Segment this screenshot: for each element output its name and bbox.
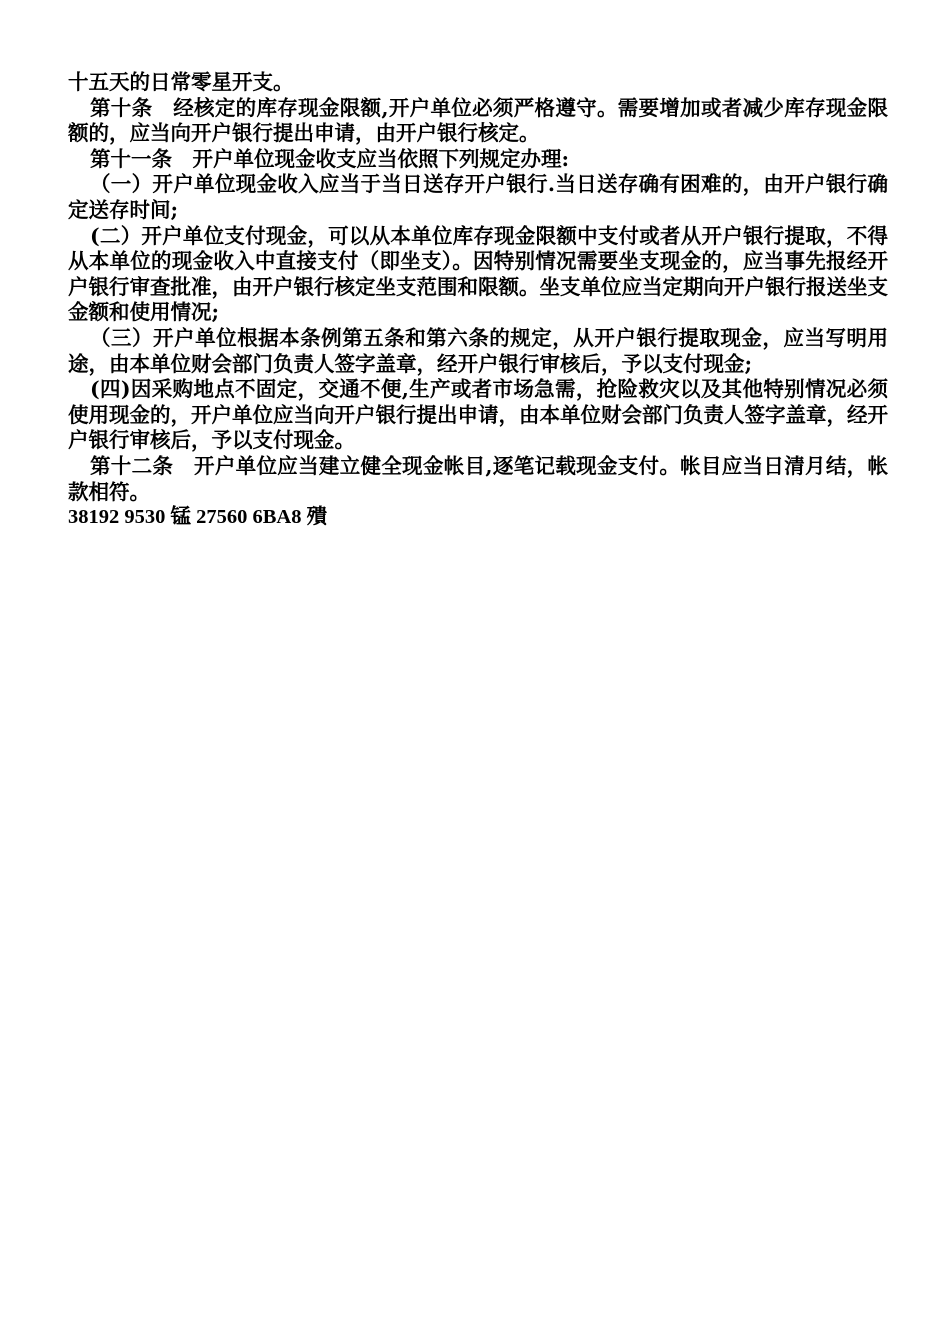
article-11-item-1: （一）开户单位现金收入应当于当日送存开户银行.当日送存确有困难的，由开户银行确定送存时间; xyxy=(68,172,888,222)
article-11-item-3: （三）开户单位根据本条例第五条和第六条的规定，从开户银行提取现金，应当写明用途，由本单位财会部门负责人签字盖章，经开户银行审核后，予以支付现金; xyxy=(68,325,888,376)
article-11-item-2: (二）开户单位支付现金，可以从本单位库存现金限额中支付或者从开户银行提取，不得从本单位的现金收入中直接支付（即坐支）。因特别情况需要坐支现金的，应当事先报经开户银行审查批准，由开户银行核定坐支范围和限额。坐支单位应当定期向开户银行报送坐支金额和使用情况; xyxy=(68,223,888,325)
article-11-heading: 第十一条 开户单位现金收支应当依照下列规定办理: xyxy=(90,146,570,171)
document-page xyxy=(68,70,888,531)
footer-code: 38192 9530 锰 27560 6BA8 殨 xyxy=(68,506,328,529)
article-11-item-4: (四)因采购地点不固定，交通不便,生产或者市场急需，抢险救灾以及其他特别情况必须使用现金的，开户单位应当向开户银行提出申请，由本单位财会部门负责人签字盖章，经开户银行审核后，予以支付现金。 xyxy=(68,377,888,453)
paragraph-continuation: 十五天的日常零星开支。 xyxy=(68,70,294,94)
article-12: 第十二条 开户单位应当建立健全现金帐目,逐笔记载现金支付。帐目应当日清月结，帐款相符。 xyxy=(68,453,888,504)
article-10: 第十条 经核定的库存现金限额,开户单位必须严格遵守。需要增加或者减少库存现金限额的，应当向开户银行提出申请，由开户银行核定。 xyxy=(68,95,888,146)
